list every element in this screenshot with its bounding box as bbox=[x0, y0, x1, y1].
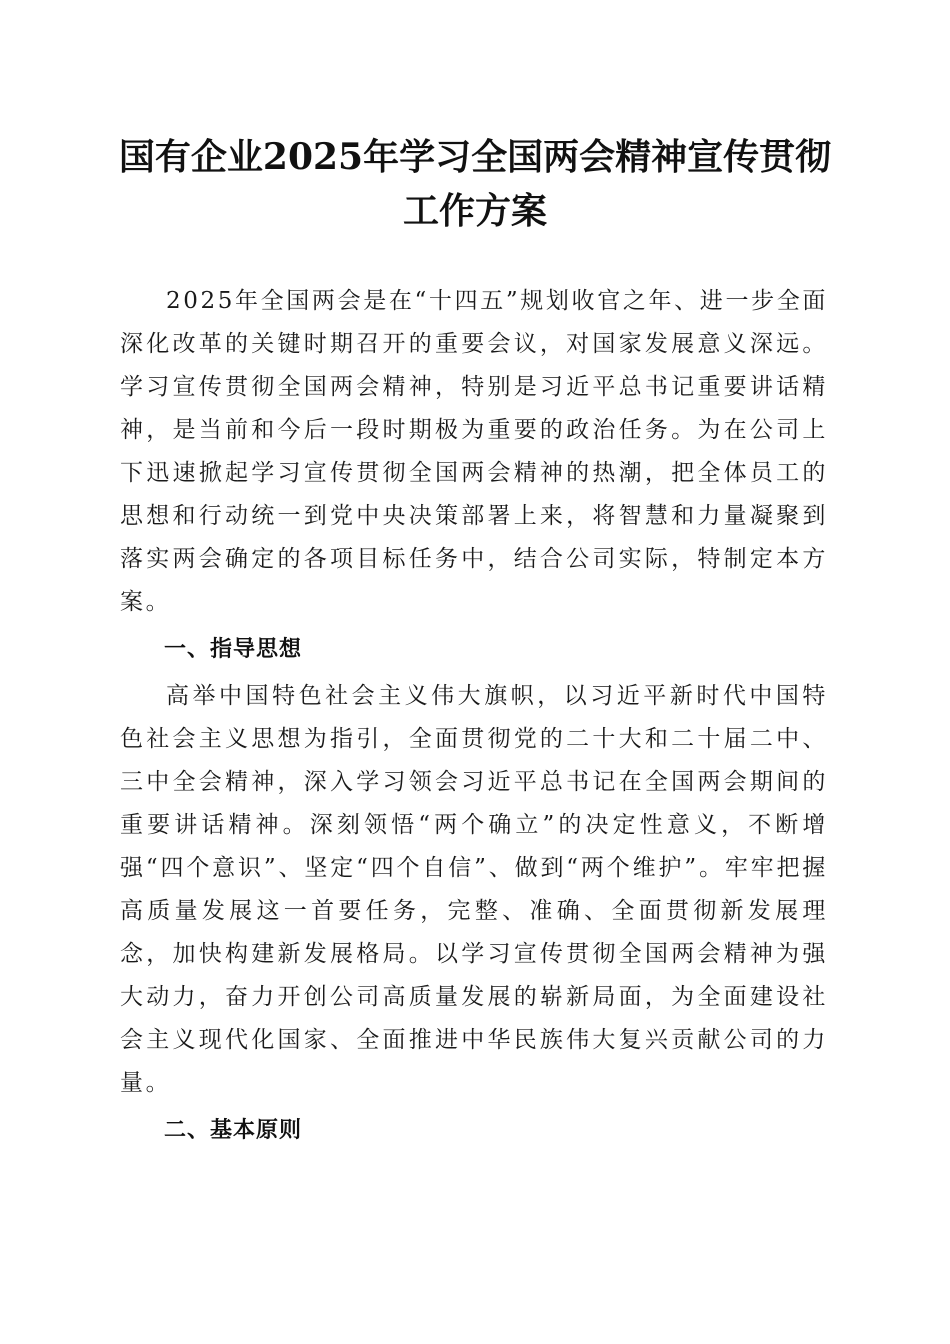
title-line-2: 工作方案 bbox=[402, 190, 547, 232]
intro-paragraph: 2025年全国两会是在“十四五”规划收官之年、进一步全面深化改革的关键时期召开的重要会议，对国家发展意义深远。学习宣传贯彻全国两会精神，特别是习近平总书记重要讲话精神，是当前和今后一段时期极为重要的政治任务。为在公司上下迅速掀起学习宣传贯彻全国两会精神的热潮，把全体员工的思想和行动统一到党中央决策部署上来，将智慧和力量凝聚到落实两会确定的各项目标任务中，结合公司实际，特制定本方案。 bbox=[120, 288, 828, 615]
document-title bbox=[100, 130, 850, 238]
title-line-1: 国有企业2025年学习全国两会精神宣传贯彻 bbox=[118, 136, 832, 178]
section-heading-basic-principles: 二、基本原则 bbox=[164, 1118, 303, 1143]
section-heading-guiding-thought: 一、指导思想 bbox=[164, 637, 303, 662]
document-body bbox=[120, 280, 828, 1156]
guiding-thought-paragraph: 高举中国特色社会主义伟大旗帜，以习近平新时代中国特色社会主义思想为指引，全面贯彻党的二十大和二十届二中、三中全会精神，深入学习领会习近平总书记在全国两会期间的重要讲话精神。深刻领悟“两个确立”的决定性意义，不断增强“四个意识”、坚定“四个自信”、做到“两个维护”。牢牢把握高质量发展这一首要任务，完整、准确、全面贯彻新发展理念，加快构建新发展格局。以学习宣传贯彻全国两会精神为强大动力，奋力开创公司高质量发展的崭新局面，为全面建设社会主义现代化国家、全面推进中华民族伟大复兴贡献公司的力量。 bbox=[120, 683, 828, 1096]
